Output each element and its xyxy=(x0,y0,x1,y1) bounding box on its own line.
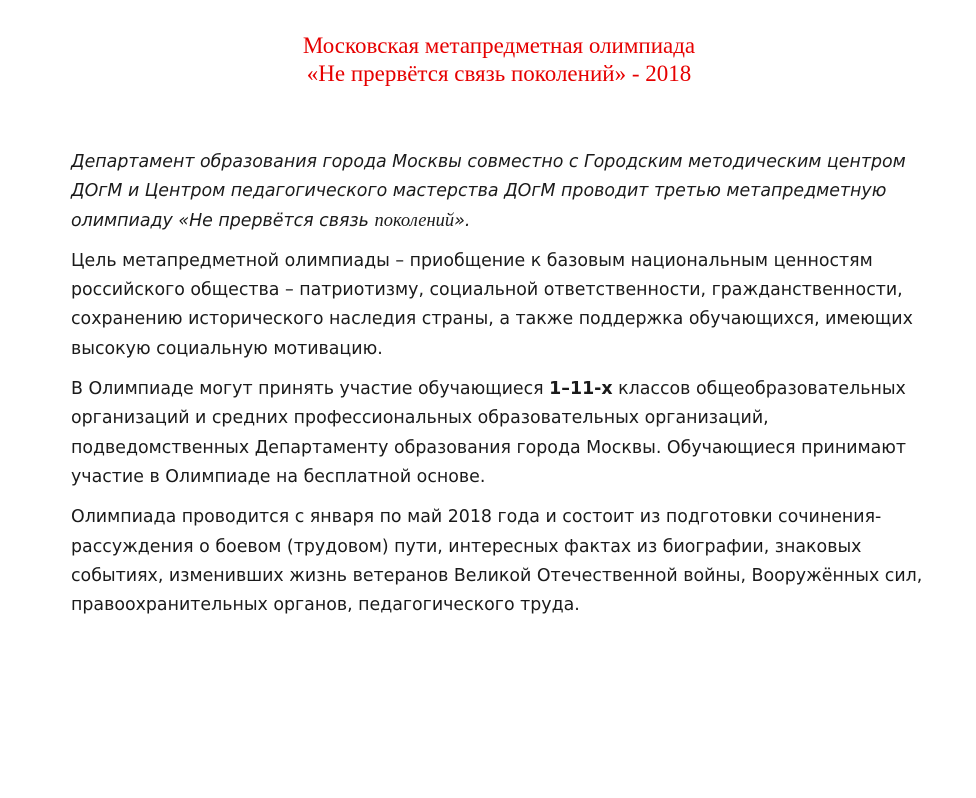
participants-after-text: классов общеобразовательных организаций и средних профессиональных образовательных организаций, подведомственных Департаменту образования города Москвы. Обучающиеся принимают участие в Олимпиаде на бесплатной основе. xyxy=(71,379,907,487)
intro-tail-text: ». xyxy=(454,210,471,231)
title-line-2: «Не прервётся связь поколений» - 2018 xyxy=(306,61,692,86)
schedule-paragraph: Олимпиада проводится с января по май 2018 года и состоит из подготовки сочинения-рассуждения о боевом (трудовом) пути, интересных фактах из биографии, знаковых событиях, изменивших жизнь ветеранов Великой Отечественной войны, Вооружённых сил, правоохранительных органов, педагогического труда. xyxy=(71,507,923,616)
participants-before-text: В Олимпиаде могут принять участие обучающиеся xyxy=(71,379,550,400)
intro-serif-word: поколений xyxy=(374,210,455,231)
participants-grades: 1–11-х xyxy=(549,379,613,400)
page-title xyxy=(0,32,976,88)
title-line-1: Московская метапредметная олимпиада xyxy=(302,33,696,58)
intro-paragraph xyxy=(71,148,951,236)
goal-paragraph: Цель метапредметной олимпиады – приобщение к базовым национальным ценностям российского общества – патриотизму, социальной ответственности, гражданственности, сохранению исторического наследия страны, а также поддержка обучающихся, имеющих высокую социальную мотивацию. xyxy=(71,250,913,359)
document-body xyxy=(71,148,951,631)
participants-paragraph xyxy=(71,375,951,492)
intro-lead-text: Департамент образования города Москвы совместно с Городским методическим центром ДОгМ и Центром педагогического мастерства ДОгМ проводит третью метапредметную олимпиаду «Не прервётся связь xyxy=(71,152,906,231)
